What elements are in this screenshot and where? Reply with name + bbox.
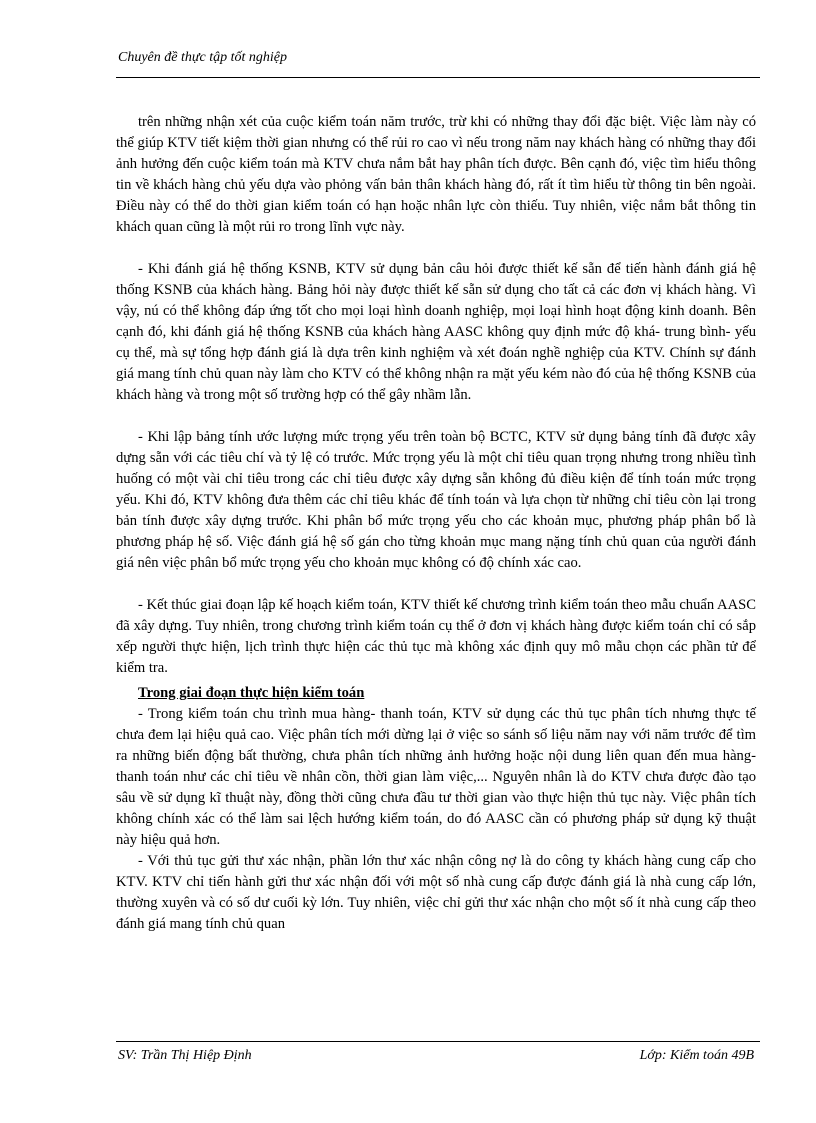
paragraph: - Khi đánh giá hệ thống KSNB, KTV sử dụng bản câu hỏi được thiết kế sẵn để tiến hành đánh giá hệ thống KSNB của khách hàng. Bảng hỏi này được thiết kế sẵn sử dụng cho tất cả các đơn vị khách hàng. Vì vậy, nú có thể không đáp ứng tốt cho mọi loại hình doanh nghiệp, mọi loại hình hoạt động kinh doanh. Bên cạnh đó, khi đánh giá hệ thống KSNB của khách hàng AASC không quy định mức độ khá- trung bình- yếu cụ thể, mà sự tổng hợp đánh giá là dựa trên kinh nghiệm và xét đoán nghề nghiệp của KTV. Chính sự đánh giá mang tính chủ quan này làm cho KTV có thể không nhận ra mặt yếu kém nào đó của hệ thống KSNB của khách hàng và trong một số trường hợp có thể gây nhầm lẫn.	[116, 261, 756, 403]
document-body	[116, 112, 756, 935]
footer-student-name: SV: Trần Thị Hiệp Định	[118, 1048, 252, 1063]
paragraph: trên những nhận xét của cuộc kiểm toán năm trước, trừ khi có những thay đổi đặc biệt. Việc làm này có thể giúp KTV tiết kiệm thời gian nhưng có thể rủi ro cao vì nếu trong năm nay khách hàng có những thay đổi ảnh hưởng đến cuộc kiểm toán mà KTV chưa nắm bắt hay phân tích được. Bên cạnh đó, việc tìm hiểu thông tin về khách hàng chủ yếu dựa vào phỏng vấn bản thân khách hàng đó, rất ít tìm hiểu từ thông tin bên ngoài. Điều này có thể do thời gian kiểm toán có hạn hoặc nhân lực còn thiếu. Tuy nhiên, việc nắm bắt thông tin khách quan cũng là một rủi ro trong lĩnh vực này.	[116, 114, 756, 235]
page-header-title: Chuyên đề thực tập tốt nghiệp	[118, 50, 287, 65]
paragraph: - Kết thúc giai đoạn lập kế hoạch kiểm toán, KTV thiết kế chương trình kiểm toán theo mẫu chuẩn AASC đã xây dựng. Tuy nhiên, trong chương trình kiểm toán cụ thể ở đơn vị khách hàng được kiểm toán chỉ có sắp xếp người thực hiện, lịch trình thực hiện các thủ tục mà không xác định quy mô mẫu chọn các phần tử để kiểm tra.	[116, 597, 756, 676]
paragraph: - Trong kiểm toán chu trình mua hàng- thanh toán, KTV sử dụng các thủ tục phân tích nhưng thực tế chưa đem lại hiệu quả cao. Việc phân tích mới dừng lại ở việc so sánh số liệu năm nay với năm trước để tìm ra những biến động bất thường, chưa phân tích những ảnh hưởng hoặc nội dung liên quan đến mua hàng- thanh toán như các chỉ tiêu về nhân cồn, thời gian làm việc,... Nguyên nhân là do KTV chưa được đào tạo sâu về sử dụng kĩ thuật này, đồng thời cũng chưa đầu tư thời gian vào thực hiện thủ tục này. Việc phân tích không chính xác có thể làm sai lệch hướng kiểm toán, do đó AASC cần có phương pháp sử dụng kỹ thuật này hiệu quả hơn.	[116, 706, 756, 848]
footer-class: Lớp: Kiểm toán 49B	[639, 1048, 754, 1063]
header-divider	[116, 77, 760, 78]
section-heading: Trong giai đoạn thực hiện kiểm toán	[138, 685, 365, 701]
paragraph: - Với thủ tục gửi thư xác nhận, phần lớn thư xác nhận công nợ là do công ty khách hàng cung cấp cho KTV. KTV chỉ tiến hành gửi thư xác nhận đối với một số nhà cung cấp được đánh giá là nhà cung cấp lớn, thường xuyên và có số dư cuối kỳ lớn. Tuy nhiên, việc chỉ gửi thư xác nhận cho một số ít nhà cung cấp theo đánh giá mang tính chủ quan	[116, 853, 756, 932]
paragraph: - Khi lập bảng tính ước lượng mức trọng yếu trên toàn bộ BCTC, KTV sử dụng bảng tính đã được xây dựng sẵn với các tiêu chí và tỷ lệ có trước. Mức trọng yếu là một chỉ tiêu quan trọng nhưng trong nhiều tình huống có một vài chỉ tiêu trong các chỉ tiêu được xây dựng sẵn không đủ điều kiện để tính toán mức trọng yếu. Khi đó, KTV không đưa thêm các chỉ tiêu khác để tính toán và lựa chọn từ những chỉ tiêu còn lại trong bản tính được xây dựng trước. Khi phân bổ mức trọng yếu cho các khoản mục, phương pháp phân bổ là phương pháp hệ số. Việc đánh giá hệ số gán cho từng khoản mục mang nặng tính chủ quan của người đánh giá nên việc phân bổ mức trọng yếu cho khoản mục không có độ chính xác cao.	[116, 429, 756, 571]
footer-divider	[116, 1041, 760, 1042]
